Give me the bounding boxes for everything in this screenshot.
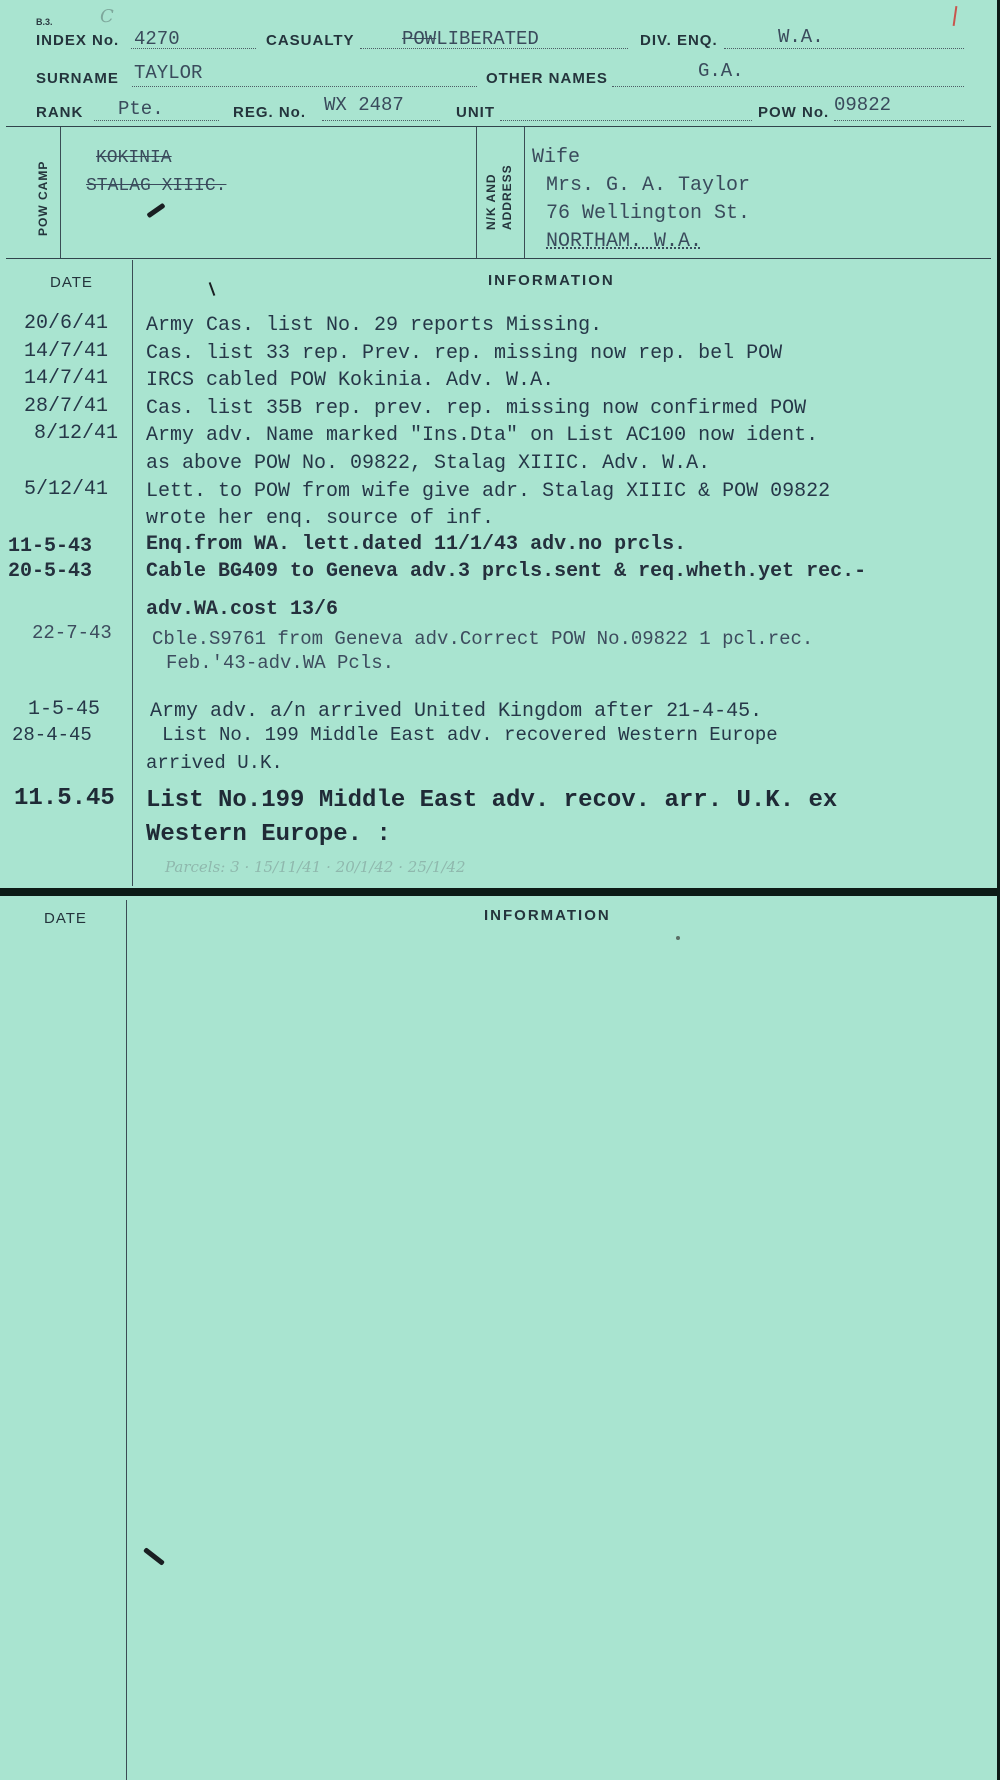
nk-line-3: 76 Wellington St. bbox=[546, 202, 751, 225]
index-value: 4270 bbox=[134, 28, 180, 50]
entry-date: 5/12/41 bbox=[24, 478, 109, 501]
red-ink-mark bbox=[953, 6, 958, 26]
ink-speck bbox=[676, 936, 680, 940]
record-card-front bbox=[0, 0, 997, 888]
entry-date: 22-7-43 bbox=[32, 622, 112, 644]
record-card-back bbox=[0, 896, 997, 1780]
other-names-label: OTHER NAMES bbox=[486, 70, 608, 87]
pow-no-label: POW No. bbox=[758, 104, 830, 121]
entry-text: Cble.S9761 from Geneva adv.Correct POW No.09822 1 pcl.rec. bbox=[152, 628, 814, 650]
entry-text: Feb.'43-adv.WA Pcls. bbox=[166, 652, 395, 674]
entry-date: 20-5-43 bbox=[8, 560, 93, 583]
unit-label: UNIT bbox=[456, 104, 495, 121]
entry-text: IRCS cabled POW Kokinia. Adv. W.A. bbox=[146, 369, 555, 392]
nk-label-line-1: N/K AND bbox=[484, 173, 498, 230]
casualty-current-value: LIBERATED bbox=[436, 28, 539, 50]
unit-dotted-line bbox=[500, 120, 752, 121]
rank-dotted-line bbox=[94, 120, 219, 121]
date-column-divider bbox=[126, 900, 127, 1780]
casualty-struck-value: POW bbox=[402, 28, 437, 50]
entry-date: 8/12/41 bbox=[34, 422, 119, 445]
nk-line-4: NORTHAM. W.A. bbox=[546, 230, 703, 253]
entry-text: as above POW No. 09822, Stalag XIIIC. Adv. W.A. bbox=[146, 452, 711, 475]
entry-text: Lett. to POW from wife give adr. Stalag XIIIC & POW 09822 bbox=[146, 480, 831, 503]
div-enq-label: DIV. ENQ. bbox=[640, 32, 718, 49]
surname-label: SURNAME bbox=[36, 70, 119, 87]
entry-text: Cas. list 33 rep. Prev. rep. missing now rep. bel POW bbox=[146, 342, 783, 365]
reg-no-dotted-line bbox=[322, 120, 440, 121]
surname-value: TAYLOR bbox=[134, 62, 203, 84]
pow-no-value: 09822 bbox=[834, 94, 892, 116]
ink-tick-mark bbox=[146, 203, 165, 219]
information-header: INFORMATION bbox=[484, 907, 611, 924]
pow-camp-1-text: KOKINIA bbox=[96, 148, 172, 168]
date-header: DATE bbox=[50, 274, 93, 291]
div-enq-value: W.A. bbox=[778, 26, 824, 48]
pow-camp-label-divider bbox=[60, 127, 61, 258]
reg-no-label: REG. No. bbox=[233, 104, 307, 121]
nk-line-2: Mrs. G. A. Taylor bbox=[546, 174, 751, 197]
date-header: DATE bbox=[44, 910, 87, 927]
ink-tick-mark bbox=[143, 1547, 165, 1566]
entry-date: 28-4-45 bbox=[12, 724, 92, 746]
surname-dotted-line bbox=[132, 86, 477, 87]
entry-date: 20/6/41 bbox=[24, 312, 109, 335]
entry-text: List No.199 Middle East adv. recov. arr. U.K. ex bbox=[146, 787, 838, 814]
entry-date: 14/7/41 bbox=[24, 340, 109, 363]
nk-label-line-2: ADDRESS bbox=[500, 164, 514, 230]
entry-text: Army adv. a/n arrived United Kingdom after 21-4-45. bbox=[150, 700, 763, 723]
entry-text: Army Cas. list No. 29 reports Missing. bbox=[146, 314, 603, 337]
index-label: INDEX No. bbox=[36, 32, 120, 49]
pencil-note: Parcels: 3 · 15/11/41 · 20/1/42 · 25/1/42 bbox=[165, 858, 466, 876]
date-column-divider bbox=[132, 260, 133, 886]
index-pencil-mark: C bbox=[100, 6, 114, 27]
entry-text: Western Europe. : bbox=[146, 821, 391, 848]
entry-date: 1-5-45 bbox=[28, 698, 101, 721]
information-header: INFORMATION bbox=[488, 272, 615, 289]
pow-no-dotted-line bbox=[834, 120, 964, 121]
entry-text: adv.WA.cost 13/6 bbox=[146, 598, 339, 621]
other-names-dotted-line bbox=[612, 86, 964, 87]
nk-line-1: Wife bbox=[532, 146, 581, 169]
camp-divider bbox=[6, 258, 991, 259]
reg-no-value: WX 2487 bbox=[324, 94, 404, 116]
entry-text: Enq.from WA. lett.dated 11/1/43 adv.no prcls. bbox=[146, 533, 687, 556]
pow-camp-2 bbox=[86, 176, 226, 196]
ink-mark bbox=[209, 282, 216, 296]
pow-camp-label: POW CAMP bbox=[36, 160, 50, 236]
casualty-value bbox=[402, 28, 539, 50]
pow-camp-1 bbox=[96, 148, 172, 168]
entry-text: Cable BG409 to Geneva adv.3 prcls.sent & req.wheth.yet rec.- bbox=[146, 560, 867, 583]
rank-value: Pte. bbox=[118, 98, 164, 120]
nk-divider-right bbox=[524, 127, 525, 258]
entry-text: List No. 199 Middle East adv. recovered Western Europe bbox=[162, 724, 778, 746]
header-divider bbox=[6, 126, 991, 127]
other-names-value: G.A. bbox=[698, 60, 744, 82]
entry-date: 28/7/41 bbox=[24, 395, 109, 418]
entry-text: arrived U.K. bbox=[146, 752, 283, 774]
pow-camp-2-text: STALAG XIIIC. bbox=[86, 176, 227, 196]
entry-date: 11.5.45 bbox=[14, 785, 115, 812]
nk-divider-left bbox=[476, 127, 477, 258]
entry-text: wrote her enq. source of inf. bbox=[146, 507, 495, 530]
entry-date: 14/7/41 bbox=[24, 367, 109, 390]
entry-text: Army adv. Name marked "Ins.Dta" on List AC100 now ident. bbox=[146, 424, 819, 447]
entry-date: 11-5-43 bbox=[8, 535, 93, 558]
div-enq-dotted-line bbox=[724, 48, 964, 49]
entry-text: Cas. list 35B rep. prev. rep. missing now confirmed POW bbox=[146, 397, 807, 420]
form-code: B.3. bbox=[36, 17, 53, 27]
casualty-label: CASUALTY bbox=[266, 32, 355, 49]
rank-label: RANK bbox=[36, 104, 84, 121]
